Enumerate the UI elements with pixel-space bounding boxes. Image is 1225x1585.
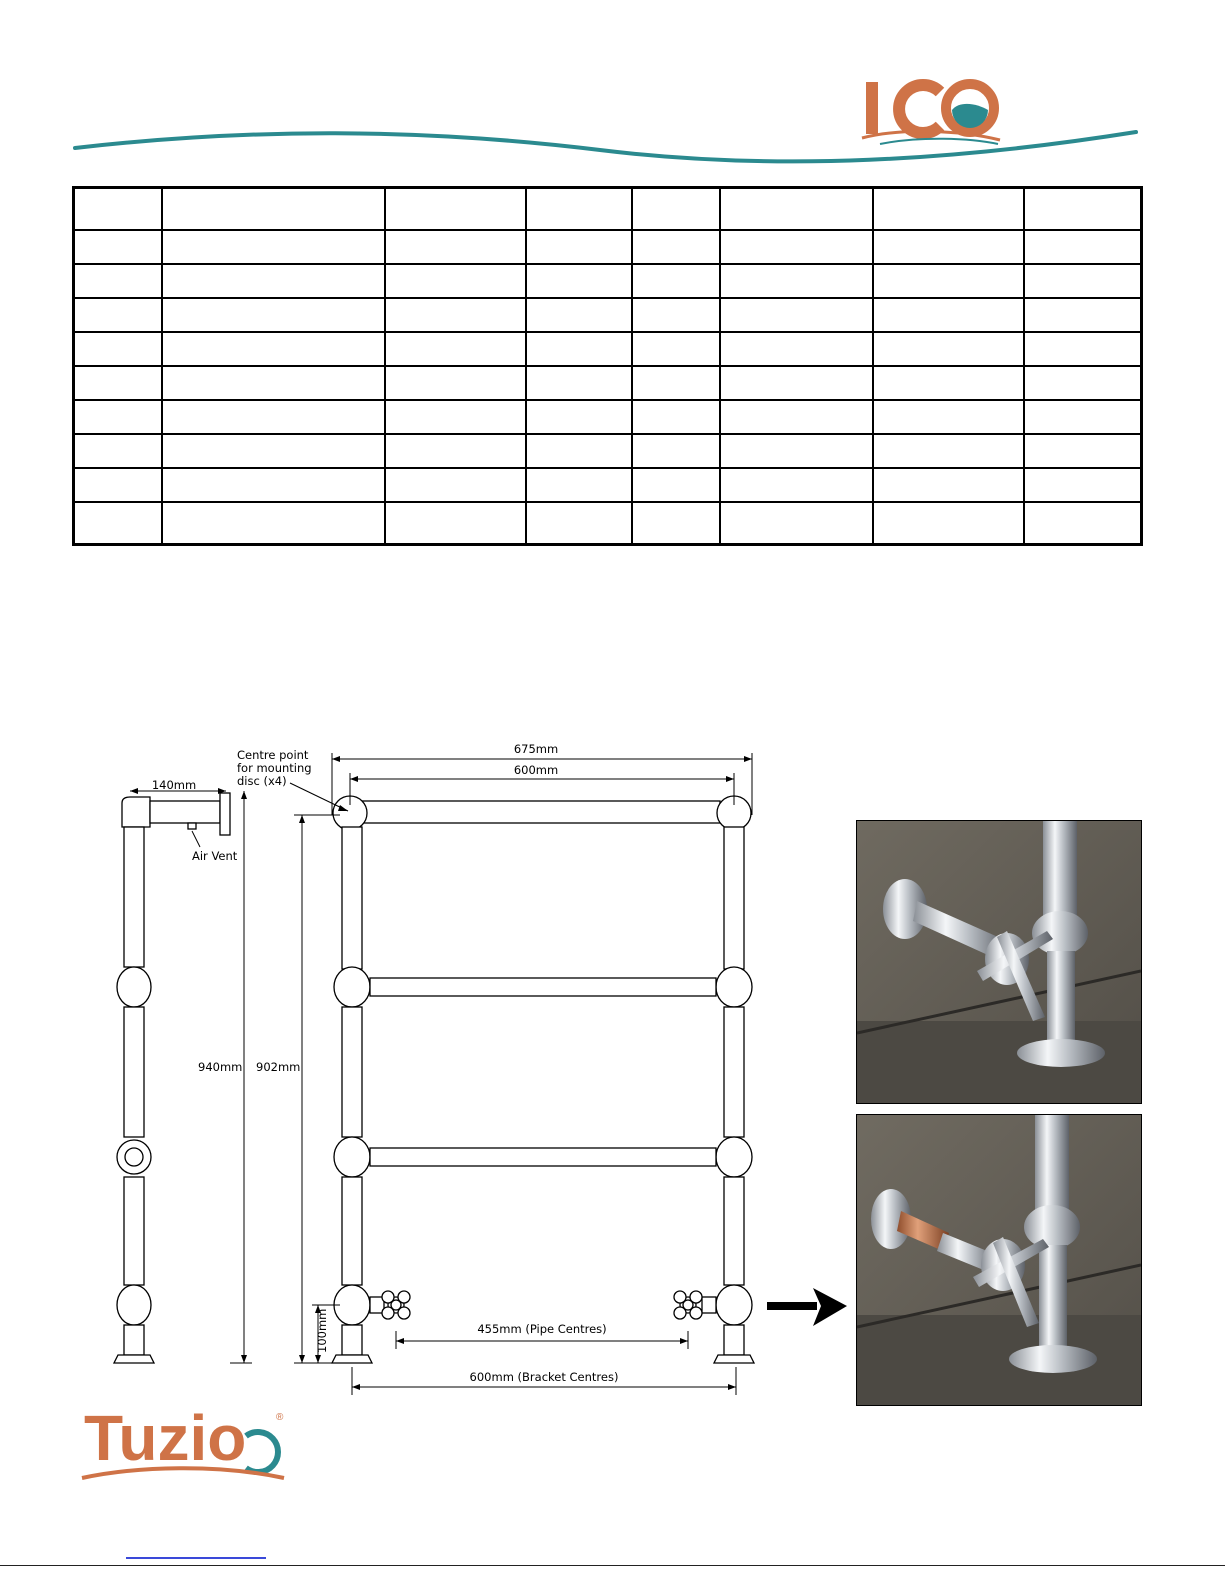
table-cell (385, 434, 526, 468)
air-vent-label: Air Vent (192, 849, 238, 863)
dim-675: 675mm (513, 742, 559, 756)
table-row (74, 434, 1142, 468)
table-cell (632, 264, 720, 298)
dim-902: 902mm (256, 1060, 301, 1074)
dim-455: 455mm (Pipe Centres) (477, 1322, 607, 1336)
table-cell (873, 332, 1024, 366)
registered-mark: ® (276, 1412, 284, 1423)
table-cell (1024, 502, 1142, 545)
table-cell (162, 188, 385, 231)
table-row (74, 332, 1142, 366)
valve-photo-bottom (856, 1114, 1142, 1406)
table-cell (385, 468, 526, 502)
table-cell (74, 434, 162, 468)
table-cell (162, 468, 385, 502)
table-cell (74, 366, 162, 400)
table-cell (385, 366, 526, 400)
ico-logo (860, 70, 1010, 154)
mount-note-3: disc (x4) (237, 774, 287, 788)
right-arrow-icon (765, 1286, 849, 1330)
table-row (74, 502, 1142, 545)
table-cell (720, 298, 873, 332)
table-cell (632, 332, 720, 366)
spec-table (72, 186, 1143, 546)
table-cell (385, 332, 526, 366)
table-cell (632, 230, 720, 264)
table-cell (1024, 264, 1142, 298)
dim-600-top: 600mm (513, 763, 559, 777)
technical-drawing (100, 735, 780, 1395)
mount-note-1: Centre point (237, 748, 309, 762)
table-cell (526, 502, 632, 545)
table-cell (526, 332, 632, 366)
table-cell (526, 468, 632, 502)
tuzio-logo (78, 1394, 298, 1494)
table-cell (74, 332, 162, 366)
table-cell (385, 400, 526, 434)
table-cell (1024, 230, 1142, 264)
table-cell (162, 332, 385, 366)
table-cell (720, 230, 873, 264)
table-cell (74, 400, 162, 434)
table-cell (632, 434, 720, 468)
dim-140: 140mm (151, 778, 197, 792)
table-cell (1024, 332, 1142, 366)
table-cell (632, 400, 720, 434)
table-cell (74, 298, 162, 332)
table-cell (74, 468, 162, 502)
table-cell (1024, 366, 1142, 400)
tuzio-logo-text: Tuzio (84, 1402, 247, 1474)
table-cell (162, 400, 385, 434)
table-cell (873, 366, 1024, 400)
table-cell (873, 298, 1024, 332)
table-cell (720, 502, 873, 545)
dim-100: 100mm (315, 1308, 329, 1353)
table-cell (162, 434, 385, 468)
table-cell (74, 230, 162, 264)
valve-photo-top (856, 820, 1142, 1104)
table-cell (385, 502, 526, 545)
table-cell (1024, 434, 1142, 468)
footer-rule (0, 1565, 1225, 1566)
table-cell (632, 502, 720, 545)
table-cell (74, 188, 162, 231)
table-cell (385, 298, 526, 332)
table-cell (873, 400, 1024, 434)
table-row (74, 400, 1142, 434)
mount-note-2: for mounting (237, 761, 312, 775)
table-cell (74, 264, 162, 298)
table-cell (526, 366, 632, 400)
table-cell (1024, 298, 1142, 332)
table-cell (74, 502, 162, 545)
table-row (74, 468, 1142, 502)
table-cell (873, 502, 1024, 545)
table-cell (873, 230, 1024, 264)
table-cell (632, 298, 720, 332)
table-cell (526, 264, 632, 298)
table-cell (162, 230, 385, 264)
table-cell (526, 230, 632, 264)
side-view (114, 793, 230, 1363)
table-row (74, 230, 1142, 264)
table-cell (162, 502, 385, 545)
table-cell (720, 264, 873, 298)
table-cell (632, 468, 720, 502)
table-row (74, 366, 1142, 400)
header-wave (0, 0, 1225, 180)
table-cell (720, 188, 873, 231)
table-cell (632, 188, 720, 231)
table-cell (873, 468, 1024, 502)
table-cell (873, 188, 1024, 231)
table-cell (873, 434, 1024, 468)
table-cell (720, 366, 873, 400)
table-cell (526, 400, 632, 434)
table-cell (385, 188, 526, 231)
table-cell (1024, 468, 1142, 502)
table-cell (162, 264, 385, 298)
table-row (74, 188, 1142, 231)
table-cell (720, 400, 873, 434)
table-cell (720, 332, 873, 366)
dim-940: 940mm (198, 1060, 243, 1074)
table-cell (526, 298, 632, 332)
table-cell (720, 468, 873, 502)
table-cell (385, 230, 526, 264)
table-cell (720, 434, 873, 468)
footer-link-underline[interactable] (126, 1557, 266, 1559)
dim-600-bottom: 600mm (Bracket Centres) (469, 1370, 619, 1384)
table-row (74, 298, 1142, 332)
table-cell (632, 366, 720, 400)
table-cell (526, 434, 632, 468)
table-cell (1024, 188, 1142, 231)
table-cell (873, 264, 1024, 298)
table-row (74, 264, 1142, 298)
table-cell (162, 298, 385, 332)
table-cell (162, 366, 385, 400)
table-cell (385, 264, 526, 298)
table-cell (526, 188, 632, 231)
front-view (332, 796, 754, 1363)
table-cell (1024, 400, 1142, 434)
